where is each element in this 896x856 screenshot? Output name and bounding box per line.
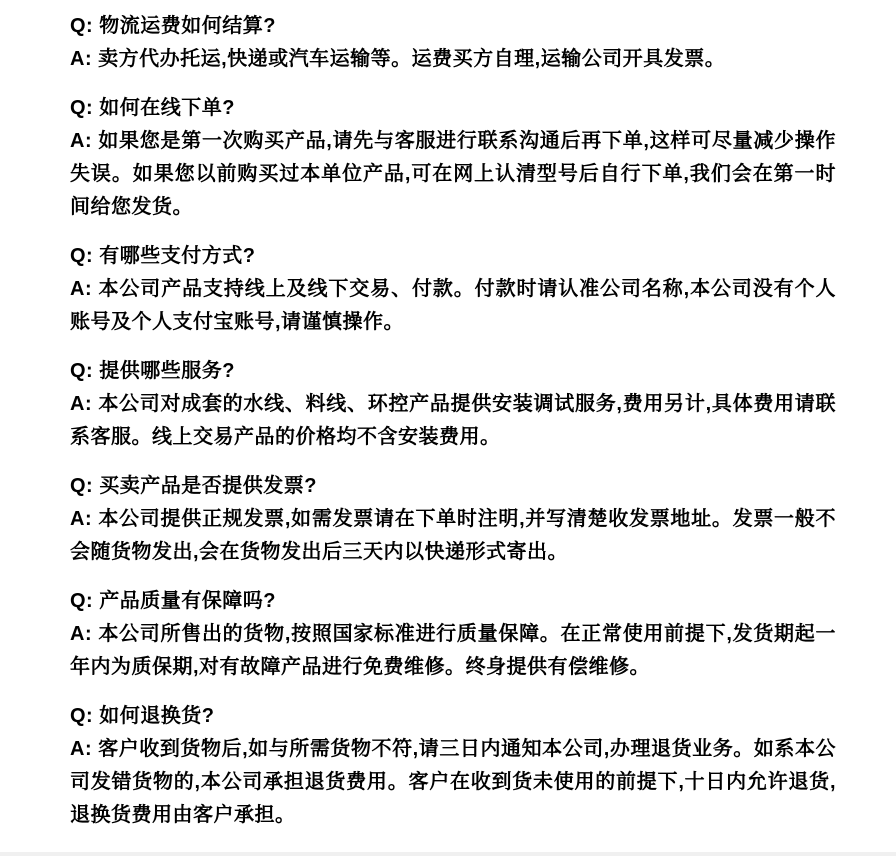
- question-prefix: Q:: [70, 360, 94, 382]
- faq-question: [70, 585, 836, 618]
- answer-prefix: A:: [70, 738, 93, 760]
- question-prefix: Q:: [70, 590, 94, 612]
- question-text: 物流运费如何结算?: [99, 15, 276, 37]
- question-text: 买卖产品是否提供发票?: [99, 475, 317, 497]
- question-prefix: Q:: [70, 15, 94, 37]
- faq-list: [70, 10, 836, 848]
- faq-item: [70, 92, 836, 224]
- faq-answer: [70, 388, 836, 454]
- faq-item: [70, 585, 836, 684]
- answer-prefix: A:: [70, 278, 93, 300]
- faq-item: [70, 470, 836, 569]
- question-prefix: Q:: [70, 475, 94, 497]
- faq-question: [70, 355, 836, 388]
- answer-prefix: A:: [70, 623, 93, 645]
- faq-question: [70, 92, 836, 125]
- faq-question: [70, 470, 836, 503]
- answer-prefix: A:: [70, 393, 93, 415]
- faq-question: [70, 10, 836, 43]
- answer-text: 客户收到货物后,如与所需货物不符,请三日内通知本公司,办理退货业务。如系本公司发错货物的,本公司承担退货费用。客户在收到货未使用的前提下,十日内允许退货,退换货费用由客户承担。: [70, 738, 836, 826]
- answer-text: 如果您是第一次购买产品,请先与客服进行联系沟通后再下单,这样可尽量减少操作失误。如果您以前购买过本单位产品,可在网上认清型号后自行下单,我们会在第一时间给您发货。: [70, 130, 836, 218]
- answer-text: 本公司产品支持线上及线下交易、付款。付款时请认准公司名称,本公司没有个人账号及个人支付宝账号,请谨慎操作。: [70, 278, 836, 333]
- faq-item: [70, 10, 836, 76]
- faq-item: [70, 240, 836, 339]
- faq-answer: [70, 733, 836, 832]
- question-text: 如何在线下单?: [99, 97, 235, 119]
- faq-answer: [70, 273, 836, 339]
- answer-text: 本公司所售出的货物,按照国家标准进行质量保障。在正常使用前提下,发货期起一年内为质保期,对有故障产品进行免费维修。终身提供有偿维修。: [70, 623, 836, 678]
- faq-item: [70, 355, 836, 454]
- faq-question: [70, 240, 836, 273]
- answer-prefix: A:: [70, 130, 93, 152]
- answer-text: 卖方代办托运,快递或汽车运输等。运费买方自理,运输公司开具发票。: [98, 48, 726, 70]
- question-prefix: Q:: [70, 97, 94, 119]
- faq-answer: [70, 503, 836, 569]
- faq-question: [70, 700, 836, 733]
- answer-text: 本公司对成套的水线、料线、环控产品提供安装调试服务,费用另计,具体费用请联系客服。线上交易产品的价格均不含安装费用。: [70, 393, 836, 448]
- faq-answer: [70, 125, 836, 224]
- question-text: 如何退换货?: [99, 705, 215, 727]
- bottom-divider: [0, 852, 896, 856]
- faq-answer: [70, 618, 836, 684]
- faq-item: [70, 700, 836, 832]
- question-text: 提供哪些服务?: [99, 360, 235, 382]
- question-text: 有哪些支付方式?: [99, 245, 256, 267]
- question-prefix: Q:: [70, 705, 94, 727]
- answer-prefix: A:: [70, 48, 93, 70]
- question-text: 产品质量有保障吗?: [99, 590, 276, 612]
- question-prefix: Q:: [70, 245, 94, 267]
- answer-prefix: A:: [70, 508, 93, 530]
- faq-answer: [70, 43, 836, 76]
- answer-text: 本公司提供正规发票,如需发票请在下单时注明,并写清楚收发票地址。发票一般不会随货物发出,会在货物发出后三天内以快递形式寄出。: [70, 508, 836, 563]
